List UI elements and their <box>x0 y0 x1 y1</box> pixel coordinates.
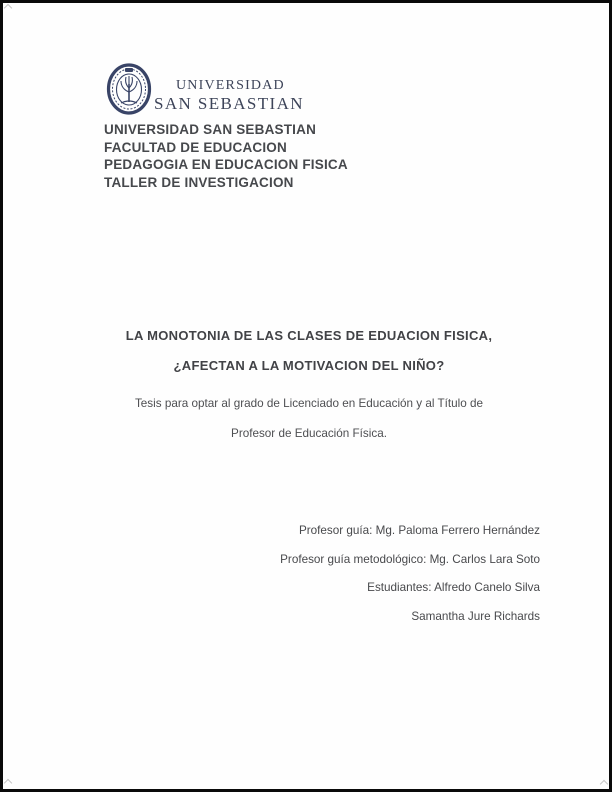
thesis-title-line2: ¿AFECTAN A LA MOTIVACION DEL NIÑO? <box>173 358 445 373</box>
credits-block <box>280 517 540 631</box>
thesis-subtitle <box>3 397 612 440</box>
institution-header <box>104 121 348 191</box>
thesis-title <box>3 328 612 373</box>
wordmark-line1: UNIVERSIDAD <box>176 78 285 93</box>
credit-method-advisor: Profesor guía metodológico: Mg. Carlos Lara Soto <box>280 552 540 566</box>
university-wordmark <box>154 79 304 112</box>
scan-corner-artifact <box>600 780 608 788</box>
header-line-university: UNIVERSIDAD SAN SEBASTIAN <box>104 122 317 137</box>
credit-advisor: Profesor guía: Mg. Paloma Ferrero Hernández <box>298 524 540 537</box>
credit-student-2: Samantha Jure Richards <box>411 609 540 623</box>
wordmark-line2: SAN SEBASTIAN <box>154 94 304 113</box>
thesis-subtitle-line2: Profesor de Educación Física. <box>231 427 387 440</box>
university-seal-icon <box>106 62 152 116</box>
header-line-faculty: FACULTAD DE EDUCACION <box>104 139 287 155</box>
university-logo <box>106 62 336 120</box>
thesis-subtitle-line1: Tesis para optar al grado de Licenciado en Educación y al Título de <box>134 397 484 410</box>
header-line-program: PEDAGOGIA EN EDUCACION FISICA <box>104 157 348 172</box>
header-line-course: TALLER DE INVESTIGACION <box>104 174 294 190</box>
credit-student-1: Estudiantes: Alfredo Canelo Silva <box>367 581 540 595</box>
thesis-title-line1: LA MONOTONIA DE LAS CLASES DE EDUACION FISICA, <box>125 328 493 343</box>
